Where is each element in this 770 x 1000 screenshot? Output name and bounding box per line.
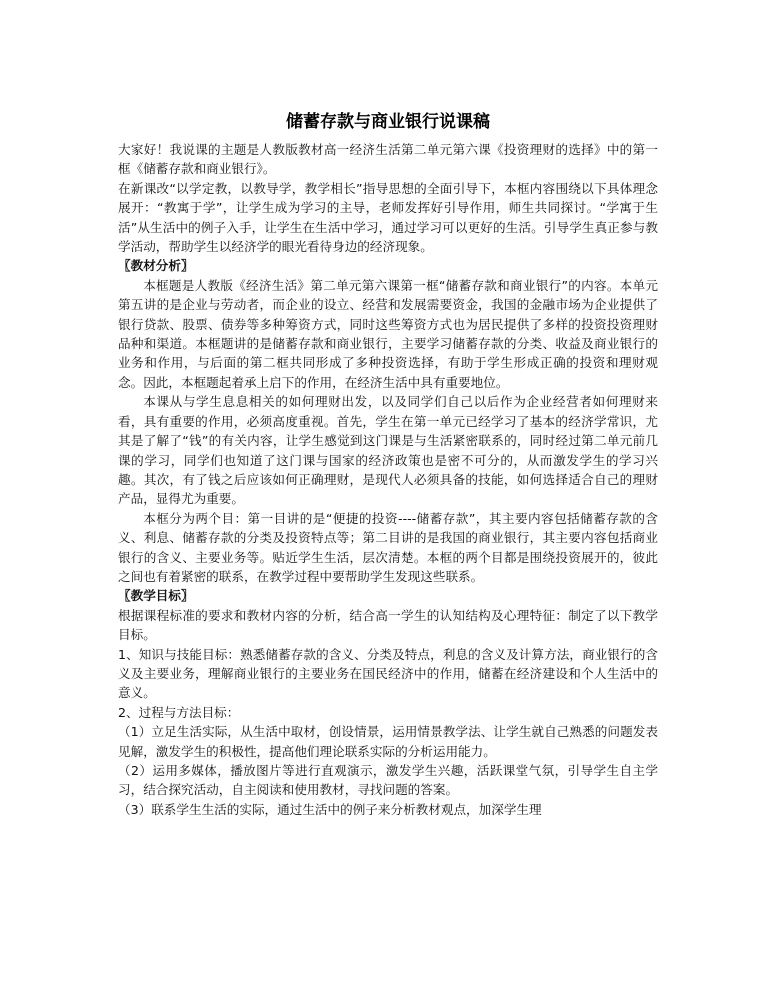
intro-paragraph-2: 在新课改“以学定教，以教导学，教学相长”指导思想的全面引导下，本框内容围绕以下具体理念展开：“教寓于学”，让学生成为学习的主导，老师发挥好引导作用，师生共同探讨。“学寓于生活”从生活中的例子入手，让学生在生活中学习，通过学习可以更好的生活。引导学生真正参与教学活动，帮助学生以经济学的眼光看待身边的经济现象。 xyxy=(118,180,658,255)
goals-intro-paragraph: 根据课程标准的要求和教材内容的分析，结合高一学生的认知结构及心理特征：制定了以下教学目标。 xyxy=(118,607,658,643)
document-body xyxy=(118,140,658,819)
analysis-paragraph-3: 本框分为两个目：第一目讲的是“便捷的投资----储蓄存款”，其主要内容包括储蓄存款的含义、利息、储蓄存款的分类及投资特点等；第二目讲的是我国的商业银行，其主要内容包括商业银行的含义、主要业务等。贴近学生生活，层次清楚。本框的两个目都是围绕投资展开的，彼此之间也有着紧密的联系，在教学过程中要帮助学生发现这些联系。 xyxy=(118,510,658,584)
goal-process-item-2: （2）运用多媒体，播放图片等进行直观演示，激发学生兴趣，活跃课堂气氛，引导学生自主学习，结合探究活动，自主阅读和使用教材，寻找问题的答案。 xyxy=(118,763,658,798)
goal-process-methods: 2、过程与方法目标： xyxy=(118,704,240,720)
analysis-paragraph-1: 本框题是人教版《经济生活》第二单元第六课第一框“储蓄存款和商业银行”的内容。本单元第五讲的是企业与劳动者，而企业的设立、经营和发展需要资金，我国的金融市场为企业提供了银行贷款、股票、债券等多种筹资方式，同时这些筹资方式也为居民提供了多样的投资投资理财品种和渠道。本框题讲的是储蓄存款和商业银行，主要学习储蓄存款的分类、收益及商业银行的业务和作用，与后面的第二框共同形成了多种投资选择，有助于学生形成正确的投资和理财观念。因此，本框题起着承上启下的作用，在经济生活中具有重要地位。 xyxy=(118,277,658,390)
goal-process-item-3: （3）联系学生生活的实际，通过生活中的例子来分析教材观点，加深学生理 xyxy=(118,801,542,817)
intro-paragraph-1: 大家好！我说课的主题是人教版教材高一经济生活第二单元第六课《投资理财的选择》中的第一框《储蓄存款和商业银行》。 xyxy=(118,142,658,177)
document-title: 储蓄存款与商业银行说课稿 xyxy=(286,112,490,132)
section-heading-analysis: 〖教材分析〗 xyxy=(118,258,194,274)
document-page xyxy=(118,0,658,1000)
section-heading-goals: 〖教学目标〗 xyxy=(118,588,194,604)
goal-process-item-1: （1）立足生活实际，从生活中取材，创设情景，运用情景教学法、让学生就自己熟悉的问题发表见解，激发学生的积极性，提高他们理论联系实际的分析运用能力。 xyxy=(118,724,658,759)
goal-knowledge-skills: 1、知识与技能目标：熟悉储蓄存款的含义、分类及特点，利息的含义及计算方法，商业银行的含义及主要业务，理解商业银行的主要业务在国民经济中的作用，储蓄在经济建设和个人生活中的意义。 xyxy=(118,646,658,701)
analysis-paragraph-2: 本课从与学生息息相关的如何理财出发，以及同学们自己以后作为企业经营者如何理财来看，具有重要的作用，必须高度重视。首先，学生在第一单元已经学习了基本的经济学常识，尤其是了解了“钱”的有关内容，让学生感觉到这门课是与生活紧密联系的，同时经过第二单元前几课的学习，同学们也知道了这门课与国家的经济政策也是密不可分的，从而激发学生的学习兴趣。其次，有了钱之后应该如何正确理财，是现代人必须具备的技能，如何选择适合自己的理财产品，显得尤为重要。 xyxy=(118,394,658,507)
